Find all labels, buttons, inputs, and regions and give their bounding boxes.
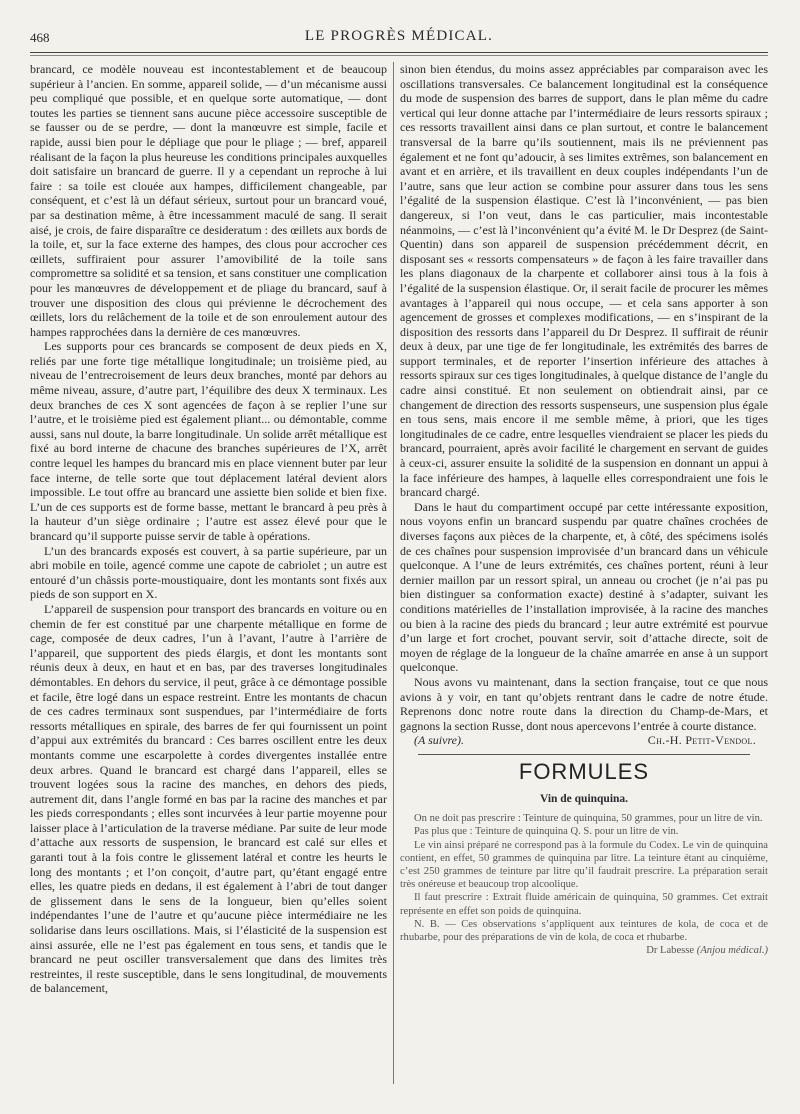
- section-subtitle: Vin de quinquina.: [539, 792, 629, 805]
- paragraph: N. B. — Ces observations s’appliquent aux teintures de kola, de coca et de rhubarbe, pour des préparations de vin de kola, de coca et rhubarbe.: [400, 918, 768, 943]
- section-rule: [418, 754, 750, 755]
- paragraph: brancard, ce modèle nouveau est incontestablement et de beaucoup supérieur à l’ancien. En somme, appareil solide, — d’un mécanisme aussi peu compliqué que possible, et en quelque sorte automatique, — dont toutes les parties se tiennent sans aucune pièce accessoire susceptible de se fausser ou de se perdre, — dont la manœuvre est simple, facile et rapide, aussi bien pour le dépliage que pour le pliage ; — bref, appareil réalisant de la façon la plus heureuse les conditions principales auxquelles doit satisfaire un brancard de guerre. Il y a cependant un reproche à lui faire : sa toile est clouée aux hampes, difficilement changeable, par conséquent, et c’est là un défaut sérieux, surtout pour un brancard voué, par sa destination même, à être incessamment maculé de sang. Il serait aisé, je crois, de faire disparaître ce desideratum : des œillets aux bords de la toile, et, sur la face externe des hampes, des clous pour accrocher ces œillets, suffiraient pour assurer l’amovibilité de la toile sans compromettre sa solidité et sa tension, et sans constituer une complication pour les manœuvres de développement et de pliage du brancard, sauf à trouver une disposition des clous qui prévienne le décrochement des œillets, lors du relâchement de la toile et de son enroulement autour des hampes rapprochées dans la dernière de ces manœuvres.: [30, 62, 387, 339]
- paragraph: sinon bien étendus, du moins assez appréciables par comparaison avec les oscillations transversales. Ce balancement longitudinal est la conséquence du mode de suspension des barres de support, dans le plan même du cadre vertical qui leur donne attache par l’intermédiaire de leurs ressorts spiraux ; ces ressorts travaillent ainsi dans ce plan surtout, et contre le balancement transversal de la barre qu’ils soutiennent, mais ils ne préviennent pas également et ne font qu’adoucir, à ses limites extrêmes, son balancement en avant et en arrière, et ils travaillent en deux couples indépendants l’un de l’autre, sans que leur action se combine pour assurer dans tous les sens l’égalité de la suspension élastique. C’est là l’inconvénient, — pas bien dangereux, si l’on veut, dans le cas particulier, mais incontestable néanmoins, — c’est là l’inconvénient qu’a évité M. le Dr Desprez (de Saint-Quentin) dans son appareil de suspension précédemment décrit, en disposant ses « ressorts compensateurs » de façon à les faire travailler dans les plans diagonaux de la charpente et collaborer ainsi tous à la fois à l’égalité de la suspension élastique. Or, il serait facile de procurer les mêmes avantages à l’appareil qui nous occupe, — et cela sans apporter à son agencement de grosses et complexes modifications, — en s’inspirant de la disposition des ressorts dans l’appareil du Dr Desprez. Il suffirait de réunir deux à deux, par une tige de fer longitudinale, les extrémités des barres de support terminales, et de reporter l’insertion inférieure des attaches à ressorts spiraux sur ces tiges longitudinales, à quelque distance de l’angle du cadre ainsi constitué. Et non seulement on obtiendrait ainsi, par ce changement de direction des ressorts suspenseurs, une suspension plus égale en tous sens, mais encore il me semble même, à priori, que les tiges longitudinales de ce cadre, entre lesquelles viendraient se placer les pieds du brancard, pourraient, après avoir facilité le chargement en servant de guides à ceux-ci, assurer ensuite la solidité de la suspension en donnant un appui à la face inférieure des hampes, à laquelle elles correspondraient une fois le brancard chargé.: [400, 62, 768, 500]
- paragraph: Pas plus que : Teinture de quinquina Q. S. pour un litre de vin.: [414, 826, 679, 838]
- article-author: Ch.-H. Petit-Vendol.: [647, 733, 756, 748]
- formula-text: [400, 812, 768, 957]
- column-divider: [393, 62, 394, 1084]
- paragraph: On ne doit pas prescrire : Teinture de quinquina, 50 grammes, pour un litre de vin.: [414, 813, 763, 825]
- running-title: LE PROGRÈS MÉDICAL.: [304, 28, 494, 44]
- paragraph: Il faut prescrire : Extrait fluide américain de quinquina, 50 grammes. Cet extrait représente en effet son poids de quinquina.: [400, 892, 768, 917]
- paragraph: L’un des brancards exposés est couvert, à sa partie supérieure, par un abri mobile en toile, agencé comme une capote de cabriolet ; un autre est entouré d’un châssis porte-moustiquaire, dont les montants sont fixés aux pieds de son support en X.: [30, 543, 387, 602]
- header-rule-thin: [30, 55, 768, 56]
- page-number: 468: [30, 30, 50, 45]
- section-title: FORMULES: [518, 758, 650, 784]
- article-signature: [400, 733, 768, 748]
- left-column: [30, 62, 387, 996]
- page-header: [30, 30, 768, 52]
- paragraph: Nous avons vu maintenant, dans la section française, tout ce que nous avions à y voir, en tant qu’objets rentrant dans le cadre de notre étude. Reprenons donc notre route dans la direction du Champ-de-Mars, et gagnons la section Russe, dont nous apercevons l’entrée à courte distance.: [400, 674, 768, 733]
- paragraph: Les supports pour ces brancards se composent de deux pieds en X, reliés par une forte tige métallique longitudinale; un troisième pied, au niveau de l’entrecroisement de leurs deux branches, monté par dehors au même niveau, assure, d’autre part, l’équilibre des deux X terminaux. Les deux branches de ces X sont agencées de façon à se replier l’une sur l’autre, et le troisième pied est également pliant... ou démontable, comme aussi, sans nul doute, la barre longitudinale. Un solide arrêt métallique est fixé au bord interne de chacune des branches supérieures de l’X, arrêt contre lequel les hampes du brancard mis en place viennent buter par leur face interne, de telle sorte que tout déplacement latéral devient alors impossible. Le tout offre au brancard une assiette bien solide et bien fixe. L’un de ces supports est de forme basse, mettant le brancard à peu près à la hauteur d’un siège ordinaire ; l’autre est assez élevé pour que le brancard qu’il supporte puisse servir de table à opérations.: [30, 339, 387, 543]
- to-be-continued: (A suivre).: [414, 733, 464, 748]
- right-column: [400, 62, 768, 957]
- paragraph: L’appareil de suspension pour transport des brancards en voiture ou en chemin de fer est constitué par une charpente métallique en forme de cage, composée de deux cadres, l’un à l’avant, l’autre à l’arrière de l’appareil, que supportent des pieds élargis, et dont les montants sont réunis deux à deux, en haut et en bas, par des traverses longitudinales démontables. En dehors du service, il peut, grâce à ce démontage possible et facile, être logé dans un espace restreint. Entre les montants de chacun de ces cadres terminaux sont suspendues, par l’intermédiaire de forts ressorts métalliques en spirale, des barres de fer qui fournissent un point d’appui aux extrémités du brancard : Ces barres oscillent entre les deux montants comme une escarpolette à cordes divergentes installée entre deux arbres. Quand le brancard est chargé dans l’appareil, elles se trouvent logées sous la racine des manches, en dehors des pieds, autrement dit, dans l’angle formé en bas par la racine des manches et par les pieds correspondants ; elles sont incurvées à leur partie moyenne pour laisser place à l’articulation de la traverse médiane. Par suite de leur mode d’attache aux ressorts de suspension, le brancard est calé sur elles et garanti tout à la fois contre le glissement latéral et contre les heurts le long des montants ; et l’on conçoit, d’autre part, qu’étant engagé entre elles, les quatre pieds en dedans, il est également à l’abri de tout danger de glissement dans le sens de la longueur, bien qu’elles soient indépendantes l’une de l’autre et qu’aucune pièce intermédiaire ne les solidarise dans leurs oscillations. Mais, si l’élasticité de la suspension est ainsi assurée, elle ne l’est pas également en tous sens, et tandis que le brancard ne peut osciller transversalement que dans des limites très restreintes, il reste susceptible, dans le sens longitudinal, de mouvements de balancement,: [30, 601, 387, 996]
- formula-signature: [400, 944, 768, 957]
- paragraph: Dans le haut du compartiment occupé par cette intéressante exposition, nous voyons enfin un brancard suspendu par quatre chaînes crochées de diverses façons aux pièces de la charpente, et, à côté, des spécimens isolés de ces chaînes pour suspension improvisée d’un brancard dans un véhicule quelconque. A l’une de leurs extrémités, ces chaînes portent, réuni à leur dernier maillon par un ressort spiral, un anneau ou crochet (je n’ai pas pu bien distinguer sa conformation exacte) destiné à s’adapter, suivant les conditions matérielles de l’installation improvisée, à la racine des manches ou bien à la racine des pieds du brancard ; leur autre extrémité est pourvue d’un large et fort crochet, pouvant servir, soit d’attache directe, soit de moyen de réglage de la longueur de la chaîne amarrée en anse à un support quelconque.: [400, 499, 768, 675]
- formula-source: (Anjou médical.): [696, 945, 768, 957]
- header-rule: [30, 52, 768, 53]
- formula-author: Dr Labesse: [646, 945, 695, 957]
- paragraph: Le vin ainsi préparé ne correspond pas à la formule du Codex. Le vin de quinquina contient, en effet, 50 grammes de quinquina par litre. La teinture étant au cinquième, c’est 250 grammes de teinture par litre qu’il faudrait prescrire. La préparation serait très onéreuse et beaucoup trop alcoolique.: [400, 839, 768, 891]
